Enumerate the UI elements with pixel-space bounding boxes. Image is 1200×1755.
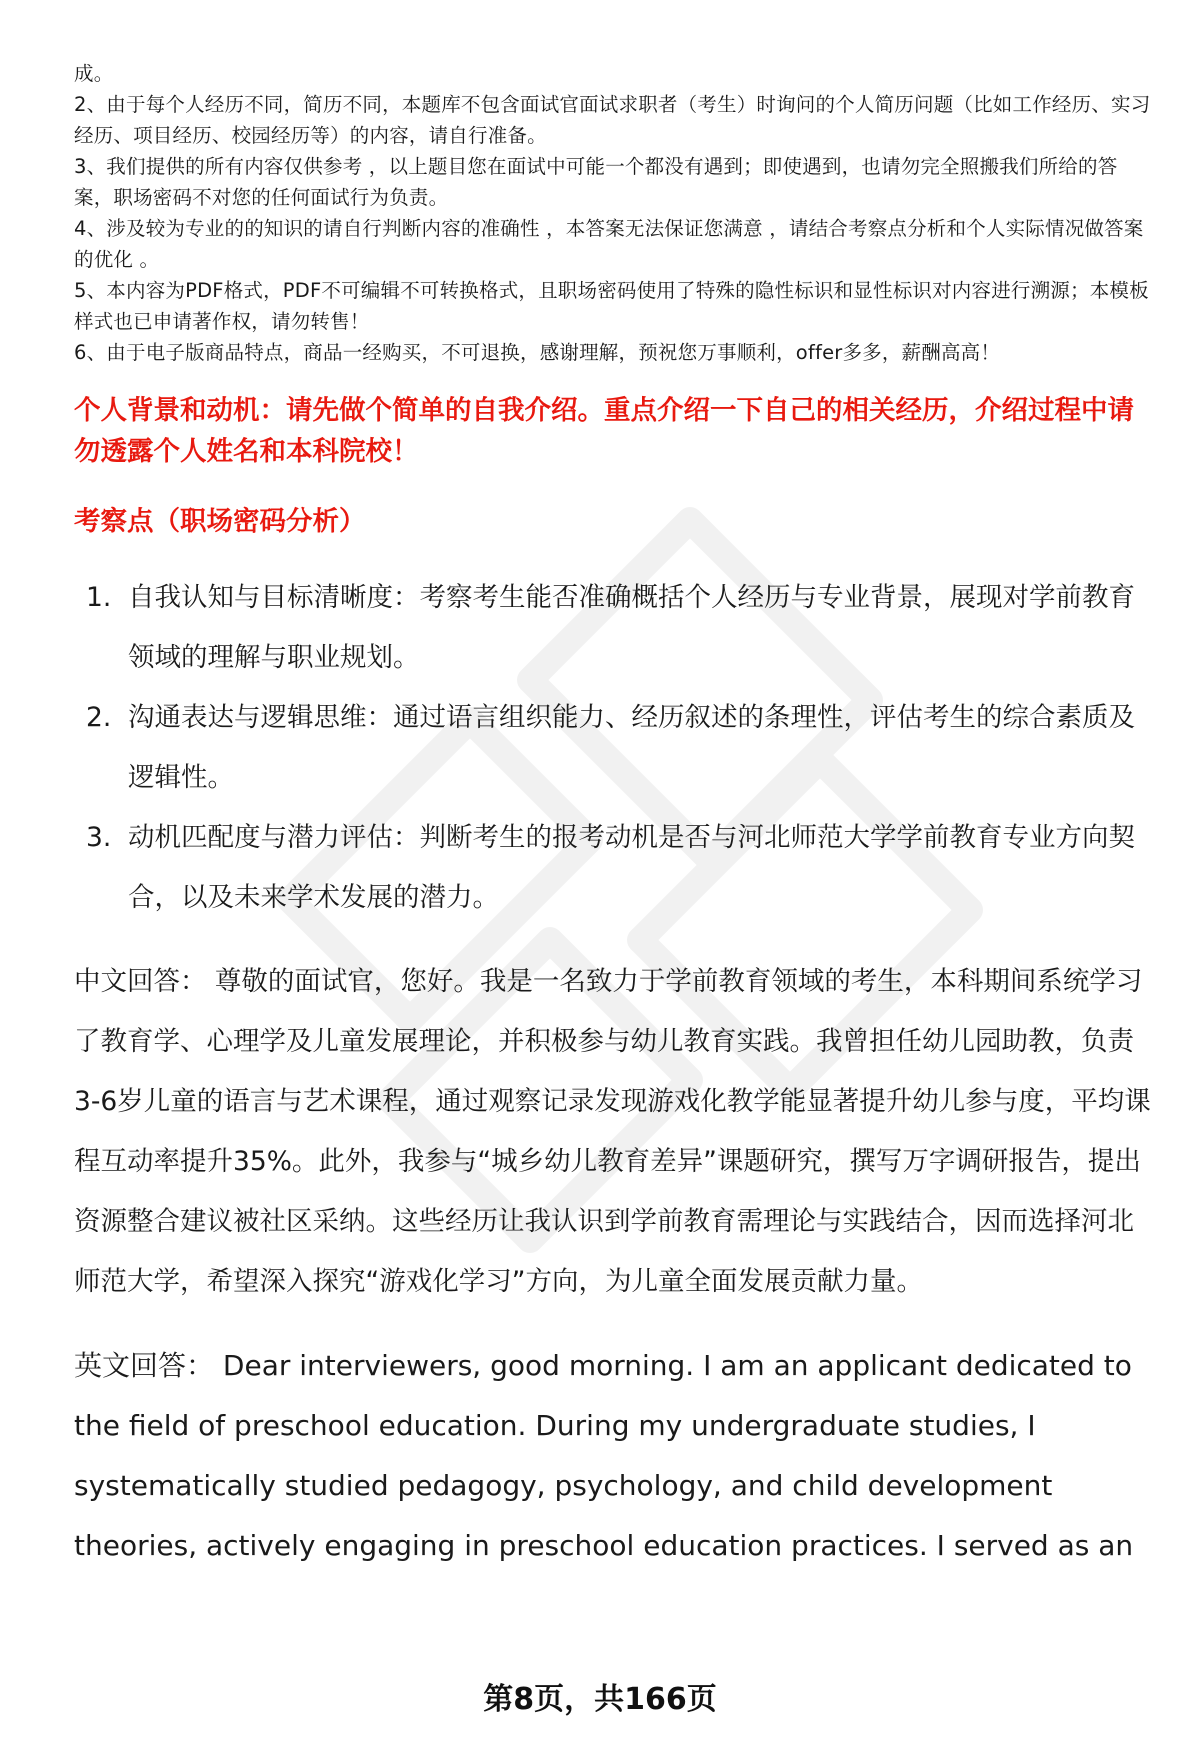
point-text: 自我认知与目标清晰度：考察考生能否准确概括个人经历与专业背景，展现对学前教育领域的理解与职业规划。 [128,582,1135,673]
point-text: 动机匹配度与潜力评估：判断考生的报考动机是否与河北师范大学学前教育专业方向契合，以及未来学术发展的潜力。 [128,822,1135,913]
analysis-title: 考察点（职场密码分析） [74,506,366,537]
note-line: 成。 [74,62,114,85]
analysis-point [74,808,1154,928]
analysis-point [74,688,1154,808]
point-number: 1. [86,582,112,613]
chinese-answer: 中文回答： 尊敬的面试官，您好。我是一名致力于学前教育领域的考生，本科期间系统学习了教育学、心理学及儿童发展理论，并积极参与幼儿教育实践。我曾担任幼儿园助教，负责3-6岁儿童的语言与艺术课程，通过观察记录发现游戏化教学能显著提升幼儿参与度，平均课程互动率提升35%。此外，我参与“城乡幼儿教育差异”课题研究，撰写万字调研报告，提出资源整合建议被社区采纳。这些经历让我认识到学前教育需理论与实践结合，因而选择河北师范大学，希望深入探究“游戏化学习”方向，为儿童全面发展贡献力量。 [74,966,1151,1297]
point-number: 2. [86,702,112,733]
note-line: 3、我们提供的所有内容仅供参考 ，以上题目您在面试中可能一个都没有遇到；即使遇到，也请勿完全照搬我们所给的答案，职场密码不对您的任何面试行为负责。 [74,155,1118,209]
analysis-point [74,568,1154,688]
analysis-points-list [74,568,1154,928]
note-line: 5、本内容为PDF格式，PDF不可编辑不可转换格式，且职场密码使用了特殊的隐性标识和显性标识对内容进行溯源；本模板样式也已申请著作权，请勿转售！ [74,279,1149,333]
page-number-footer: 第8页，共166页 [483,1682,717,1717]
note-line: 2、由于每个人经历不同，简历不同，本题库不包含面试官面试求职者（考生）时询问的个人简历问题（比如工作经历、实习经历、项目经历、校园经历等）的内容，请自行准备。 [74,93,1151,147]
english-answer: 英文回答： Dear interviewers, good morning. I am an applicant dedicated to the field of preschool education. During my undergraduate studies, I systematically studied pedagogy, psychology, and child development theories, actively engaging in preschool education practices. I served as an [74,1349,1134,1562]
note-line: 4、涉及较为专业的的知识的请自行判断内容的准确性 ，本答案无法保证您满意 ，请结合考察点分析和个人实际情况做答案的优化 。 [74,217,1144,271]
note-line: 6、由于电子版商品特点，商品一经购买，不可退换，感谢理解，预祝您万事顺利，offer多多，薪酬高高！ [74,341,1001,364]
point-number: 3. [86,822,112,853]
question-heading: 个人背景和动机：请先做个简单的自我介绍。重点介绍一下自己的相关经历，介绍过程中请勿透露个人姓名和本科院校！ [74,395,1134,467]
point-text: 沟通表达与逻辑思维：通过语言组织能力、经历叙述的条理性，评估考生的综合素质及逻辑性。 [128,702,1135,793]
document-page [74,58,1154,1576]
